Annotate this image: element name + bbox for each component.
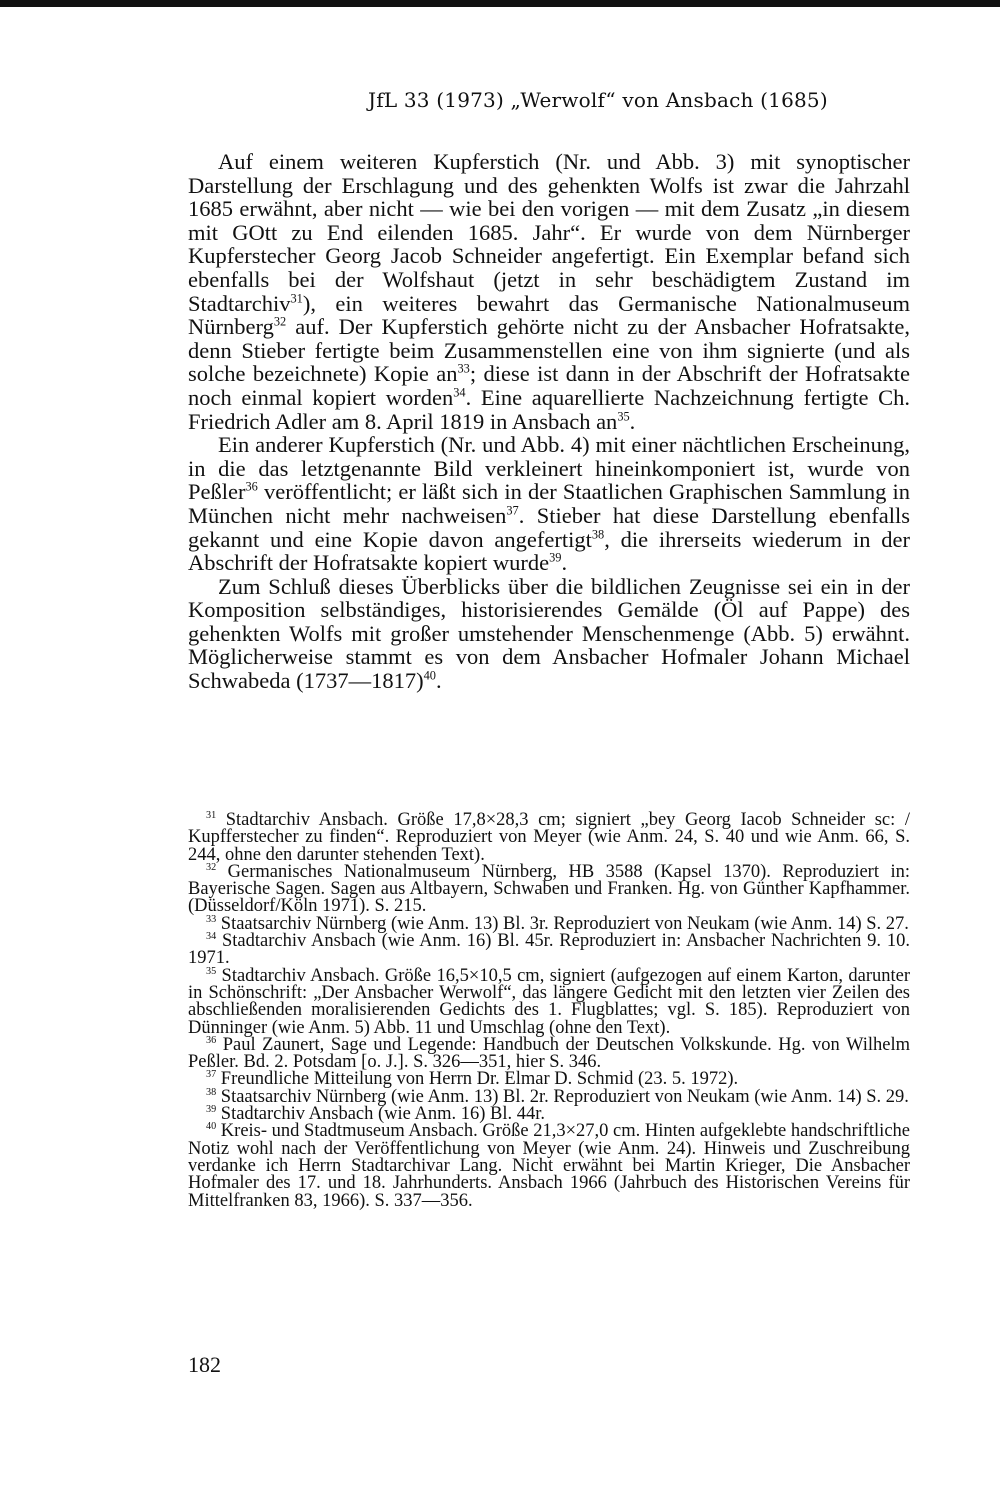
body-text — [188, 150, 910, 693]
top-edge-rule — [0, 0, 1000, 7]
paragraph — [188, 433, 910, 575]
footnote-number: 35 — [206, 965, 217, 977]
footnote-number: 36 — [206, 1034, 217, 1046]
paragraph-text: . Stieber hat diese Darstellung ebenfalls gekannt und eine Kopie davon angefertigt — [188, 502, 910, 552]
footnote — [188, 965, 911, 1038]
footnote-text: Germanisches Nationalmuseum Nürnberg, HB 3588 (Kapsel 1370). Reproduziert in: Bayerische Sagen. Sagen aus Altbayern, Schwaben und Franken. Hg. von Günther Kapfhammer. (Düsseldorf/Köln 1971). S. 215. — [188, 861, 910, 917]
running-head: JfL 33 (1973) „Werwolf“ von Ansbach (1685) — [368, 88, 828, 112]
footnote-ref: 37 — [506, 503, 519, 518]
footnote — [188, 930, 911, 969]
footnote — [188, 1123, 910, 1209]
footnote-text: Kreis- und Stadtmuseum Ansbach. Größe 21,3×27,0 cm. Hinten aufgeklebte handschriftliche Notiz wohl nach der Veröffentlichung von Meyer (wie Anm. 24). Hinweis und Zuschreibung verdanke ich Herrn Stadtarchivar Lang. Nicht erwähnt bei Martin Krieger, Die Ansbacher Hofmaler des 17. und 18. Jahrhunderts. Ansbach 1966 (Jahrbuch des Historischen Vereins für Mittelfranken 83, 1966). S. 337—356. — [188, 1121, 910, 1211]
footnote-text: Stadtarchiv Ansbach. Größe 17,8×28,3 cm; signiert „bey Georg Iacob Schneider sc: / Kupfferstecher zu finden“. Reproduziert von Meyer (wie Anm. 24, S. 40 und wie Anm. 66, S. 244, ohne den darunter stehenden Text). — [188, 810, 910, 865]
paragraph-text: . — [435, 668, 442, 694]
footnote-text: Freundliche Mitteilung von Herrn Dr. Elmar D. Schmid (23. 5. 1972). — [220, 1069, 739, 1090]
paragraph-text: . — [561, 550, 568, 576]
footnote-ref: 35 — [617, 408, 630, 423]
paragraph-text: ), ein weiteres bewahrt das Germanische Nationalmuseum Nürnberg — [188, 290, 910, 340]
footnote — [188, 861, 910, 917]
footnote-ref: 34 — [453, 385, 466, 400]
paragraph-text: Zum Schluß dieses Überblicks über die bildlichen Zeugnisse sei ein in der Komposition selbständiges, historisierendes Gemälde (Öl auf Pappe) des gehenkten Wolfs mit großer umstehender Menschenmenge (Abb. 5) erwähnt. Möglicherweise stammt es von dem Ansbacher Hofmaler Johann Michael Schwabeda (1737—1817) — [188, 573, 910, 694]
paragraph-text: . — [629, 408, 636, 434]
paragraph-text: Auf einem weiteren Kupferstich (Nr. und Abb. 3) mit synoptischer Darstellung der Erschlagung und des gehenkten Wolfs ist zwar die Jahrzahl 1685 erwähnt, aber nicht — wie bei den vorigen — mit dem Zusatz „in diesem mit GOtt zu End eilenden 1685. Jahr“. Er wurde von dem Nürnberger Kupferstecher Georg Jacob Schneider angefertigt. Ein Exemplar befand sich ebenfalls bei der Wolfshaut (jetzt in sehr beschädigtem Zustand im Stadtarchiv — [188, 149, 910, 316]
footnote — [188, 1034, 910, 1073]
paragraph-text: Ein anderer Kupferstich (Nr. und Abb. 4) mit einer nächtlichen Erscheinung, in die das letztgenannte Bild verkleinert hineinkomponiert ist, wurde von Peßler — [188, 432, 910, 505]
paragraph-text: . Eine aquarellierte Nachzeichnung fertigte Ch. Friedrich Adler am 8. April 1819 in Ansbach an — [188, 384, 910, 434]
footnote-number: 39 — [206, 1103, 217, 1115]
footnote-text: Stadtarchiv Ansbach (wie Anm. 16) Bl. 44r. — [220, 1104, 546, 1125]
footnote — [188, 809, 910, 865]
footnote-ref: 32 — [273, 314, 287, 329]
footnote-text: Stadtarchiv Ansbach. Größe 16,5×10,5 cm, signiert (aufgezogen auf einem Karton, darunter in Schönschrift: „Der Ansbacher Werwolf“, das längere Gedicht mit den letzten vier Zeilen des abschließenden moralisierenden Gedichts des 1. Flugblattes; vgl. S. 185). Reproduziert von Dünninger (wie Anm. 5) Abb. 11 und Umschlag (ohne den Text). — [188, 965, 911, 1038]
page-number: 182 — [188, 1352, 221, 1377]
footnote-number: 33 — [206, 913, 217, 925]
footnote-ref: 39 — [549, 550, 562, 565]
paragraph — [188, 575, 910, 693]
paragraph — [188, 150, 910, 433]
footnote-text: Staatsarchiv Nürnberg (wie Anm. 13) Bl. 3r. Reproduziert von Neukam (wie Anm. 14) S. 27. — [220, 913, 909, 934]
footnote-number: 40 — [206, 1121, 217, 1133]
footnotes — [188, 809, 911, 1211]
footnote-text: Stadtarchiv Ansbach (wie Anm. 16) Bl. 45r. Reproduziert in: Ansbacher Nachrichten 9. 10. 1971. — [188, 931, 911, 969]
footnote-ref: 40 — [423, 668, 436, 683]
footnote-text: Staatsarchiv Nürnberg (wie Anm. 13) Bl. 2r. Reproduziert von Neukam (wie Anm. 14) S. 29. — [220, 1086, 909, 1107]
footnote-number: 34 — [206, 930, 217, 942]
footnote-text: Paul Zaunert, Sage und Legende: Handbuch der Deutschen Volkskunde. Hg. von Wilhelm Peßler. Bd. 2. Potsdam [o. J.]. S. 326—351, hier S. 346. — [188, 1034, 910, 1073]
paragraph-text: , die ihrerseits wiederum in der Abschrift der Hofratsakte kopiert wurde — [188, 526, 910, 576]
footnote-number: 32 — [206, 861, 217, 873]
footnote-ref: 38 — [591, 526, 605, 541]
footnote-number: 38 — [206, 1086, 217, 1098]
footnote-number: 31 — [206, 809, 217, 821]
paragraph-text: auf. Der Kupferstich gehörte nicht zu der Ansbacher Hofratsakte, denn Stieber fertigte beim Zusammenstellen eine von ihm signierte (und als solche bezeichnete) Kopie an — [188, 314, 910, 387]
footnote-ref: 33 — [457, 361, 470, 376]
footnote-ref: 31 — [290, 290, 303, 305]
paragraph-text: veröffentlicht; er läßt sich in der Staatlichen Graphischen Sammlung in München nicht mehr nachweisen — [188, 479, 910, 528]
paragraph-text: ; diese ist dann in der Abschrift der Hofratsakte noch einmal kopiert worden — [188, 361, 910, 410]
footnote-ref: 36 — [245, 479, 258, 494]
footnote-number: 37 — [206, 1069, 217, 1081]
